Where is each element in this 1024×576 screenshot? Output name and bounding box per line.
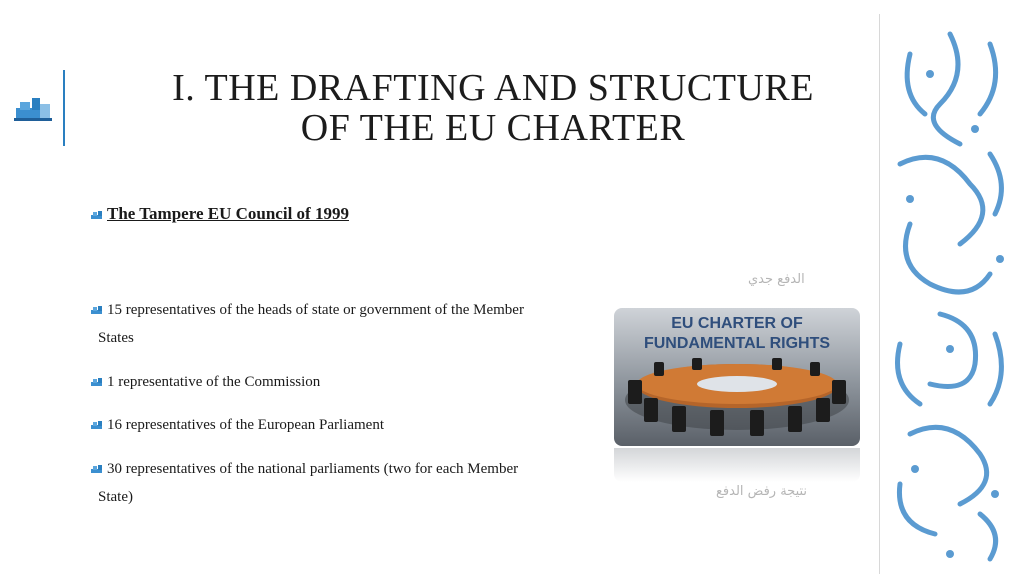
list-item [90,368,590,396]
list-item-text: 15 representatives of the heads of state or government of the Member [107,302,524,318]
list-item [90,455,590,511]
list-item [90,411,590,439]
image-caption-top: الدفع جدي [748,272,805,287]
section-heading [90,204,349,224]
section-heading-text: The Tampere EU Council of 1999 [107,204,349,223]
bullet-icon [90,464,104,475]
charter-image [614,308,860,446]
charter-title-line2: FUNDAMENTAL RIGHTS [643,335,831,352]
bullet-icon [90,377,104,388]
calligraphy-panel [879,14,1022,574]
title-divider [63,70,65,146]
list-item [90,296,590,352]
slide-title-line2: OF THE EU CHARTER [300,107,686,149]
image-reflection [614,448,860,482]
bullet-icon [90,210,104,221]
bullet-icon [90,305,104,316]
image-caption-bottom: نتيجة رفض الدفع [716,484,808,499]
slide-title-line1: I. THE DRAFTING AND STRUCTURE [172,67,814,109]
list-item-text-cont: States [98,330,134,346]
list-item-text: 1 representative of the Commission [107,374,321,390]
charter-title-line1: EU CHARTER OF [671,315,803,332]
slide-title [110,68,876,148]
university-logo [14,94,54,124]
bullet-icon [90,420,104,431]
charter-image-title [614,314,860,354]
list-item-text: 16 representatives of the European Parliament [107,417,384,433]
list-item-text: 30 representatives of the national parliaments (two for each Member [107,461,519,477]
calligraphy-pattern [880,14,1022,574]
list-item-text-cont: State) [98,489,133,505]
